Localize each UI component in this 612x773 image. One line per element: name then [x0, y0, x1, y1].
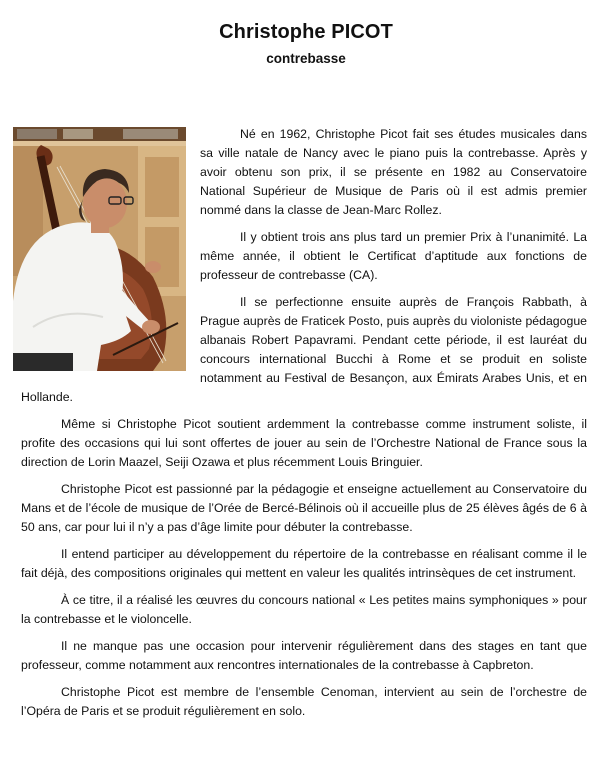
musician-photo	[13, 127, 186, 371]
page-subtitle: contrebasse	[266, 51, 346, 66]
paragraph: Même si Christophe Picot soutient ardemment la contrebasse comme instrument soliste, il profite des occasions qui lui sont offertes de jouer au sein de l’Orchestre National de France sous la direction de Lorin Maazel, Seiji Ozawa et plus récemment Louis Bringuier.	[21, 417, 587, 469]
musician-double-bass-photo-icon	[13, 127, 186, 371]
biography-text	[21, 125, 587, 729]
paragraph: Il y obtient trois ans plus tard un premier Prix à l’unanimité. La même année, il obtient le Certificat d’aptitude aux fonctions de professeur de contrebasse (CA).	[200, 230, 587, 282]
paragraph: À ce titre, il a réalisé les œuvres du concours national « Les petites mains symphoniques » pour la contrebasse et le violoncelle.	[21, 593, 587, 626]
paragraph: Il ne manque pas une occasion pour intervenir régulièrement dans des stages en tant que professeur, comme notamment aux rencontres internationales de la contrebasse à Capbreton.	[21, 639, 587, 672]
paragraph: Christophe Picot est membre de l’ensemble Cenoman, intervient au sein de l’orchestre de l’Opéra de Paris et se produit régulièrement en solo.	[21, 685, 587, 718]
paragraph: Il entend participer au développement du répertoire de la contrebasse en réalisant comme il le fait déjà, des compositions originales qui mettent en valeur les qualités intrinsèques de cet instrument.	[21, 547, 587, 580]
paragraph: Christophe Picot est passionné par la pédagogie et enseigne actuellement au Conservatoire du Mans et de l’école de musique de l’Orée de Bercé-Bélinois où il accueille plus de 25 élèves âgés de 6 à 50 ans, car pour lui il n’y a pas d’âge limite pour débuter la contrebasse.	[21, 482, 587, 534]
paragraph: Né en 1962, Christophe Picot fait ses études musicales dans sa ville natale de Nancy avec le piano puis la contrebasse. Après y avoir obtenu son prix, il se présente en 1982 au Conservatoire National Supérieur de Musique de Paris où il est admis premier nommé dans la classe de Jean-Marc Rollez.	[200, 127, 587, 217]
page-title: Christophe PICOT	[219, 21, 393, 43]
paragraph: Il se perfectionne ensuite auprès de François Rabbath, à Prague auprès de Fraticek Posto, puis auprès du violoniste pédagogue albanais Robert Papavrami. Pendant cette période, il est lauréat du concours international Bucchi à Rome et se produit en soliste notamment au Festival de Besançon, aux Émirats Arabes Unis, et en Hollande.	[21, 295, 587, 404]
